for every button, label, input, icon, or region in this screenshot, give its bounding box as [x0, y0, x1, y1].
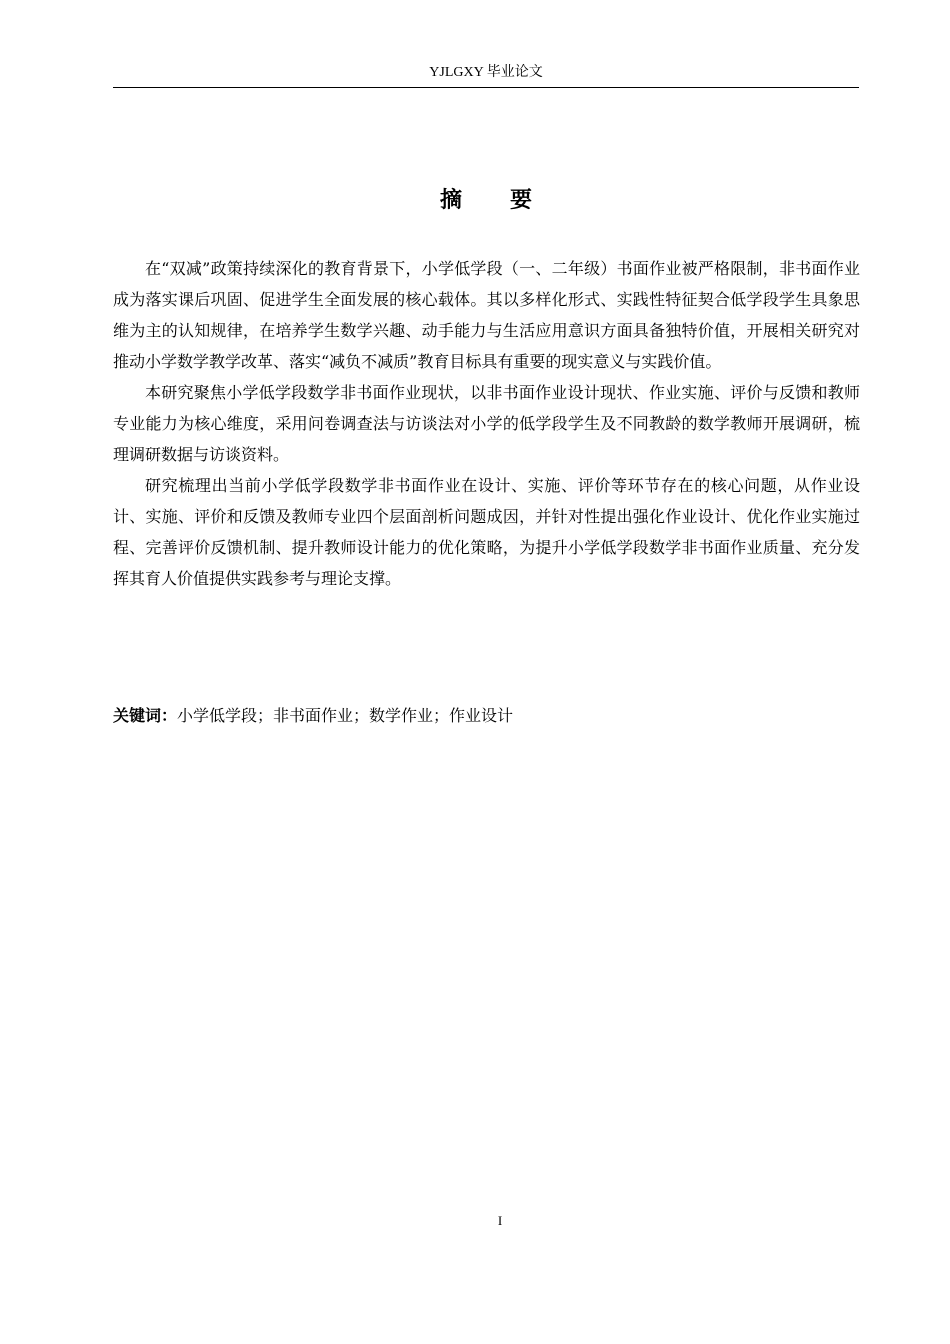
keywords-label: 关键词： — [113, 706, 178, 725]
header-rule — [113, 87, 859, 88]
page-number: I — [497, 1213, 503, 1228]
abstract-title — [113, 186, 859, 216]
keywords-line — [113, 702, 860, 730]
abstract-body — [113, 253, 860, 594]
title-char-1: 摘 — [439, 188, 462, 213]
abstract-paragraph-2: 本研究聚焦小学低学段数学非书面作业现状，以非书面作业设计现状、作业实施、评价与反馈和教师专业能力为核心维度，采用问卷调查法与访谈法对小学的低学段学生及不同教龄的数学教师开展调研，梳理调研数据与访谈资料。 — [113, 383, 860, 464]
keywords-value: 小学低学段；非书面作业；数学作业；作业设计 — [177, 706, 514, 725]
abstract-paragraph-3: 研究梳理出当前小学低学段数学非书面作业在设计、实施、评价等环节存在的核心问题，从作业设计、实施、评价和反馈及教师专业四个层面剖析问题成因，并针对性提出强化作业设计、优化作业实施过程、完善评价反馈机制、提升教师设计能力的优化策略，为提升小学低学段数学非书面作业质量、充分发挥其育人价值提供实践参考与理论支撑。 — [113, 476, 860, 588]
running-header: YJLGXY 毕业论文 — [429, 65, 543, 80]
title-char-2: 要 — [510, 188, 533, 213]
abstract-paragraph-1: 在“双减”政策持续深化的教育背景下，小学低学段（一、二年级）书面作业被严格限制，非书面作业成为落实课后巩固、促进学生全面发展的核心载体。其以多样化形式、实践性特征契合低学段学生具象思维为主的认知规律，在培养学生数学兴趣、动手能力与生活应用意识方面具备独特价值，开展相关研究对推动小学数学教学改革、落实“减负不减质”教育目标具有重要的现实意义与实践价值。 — [113, 259, 860, 371]
